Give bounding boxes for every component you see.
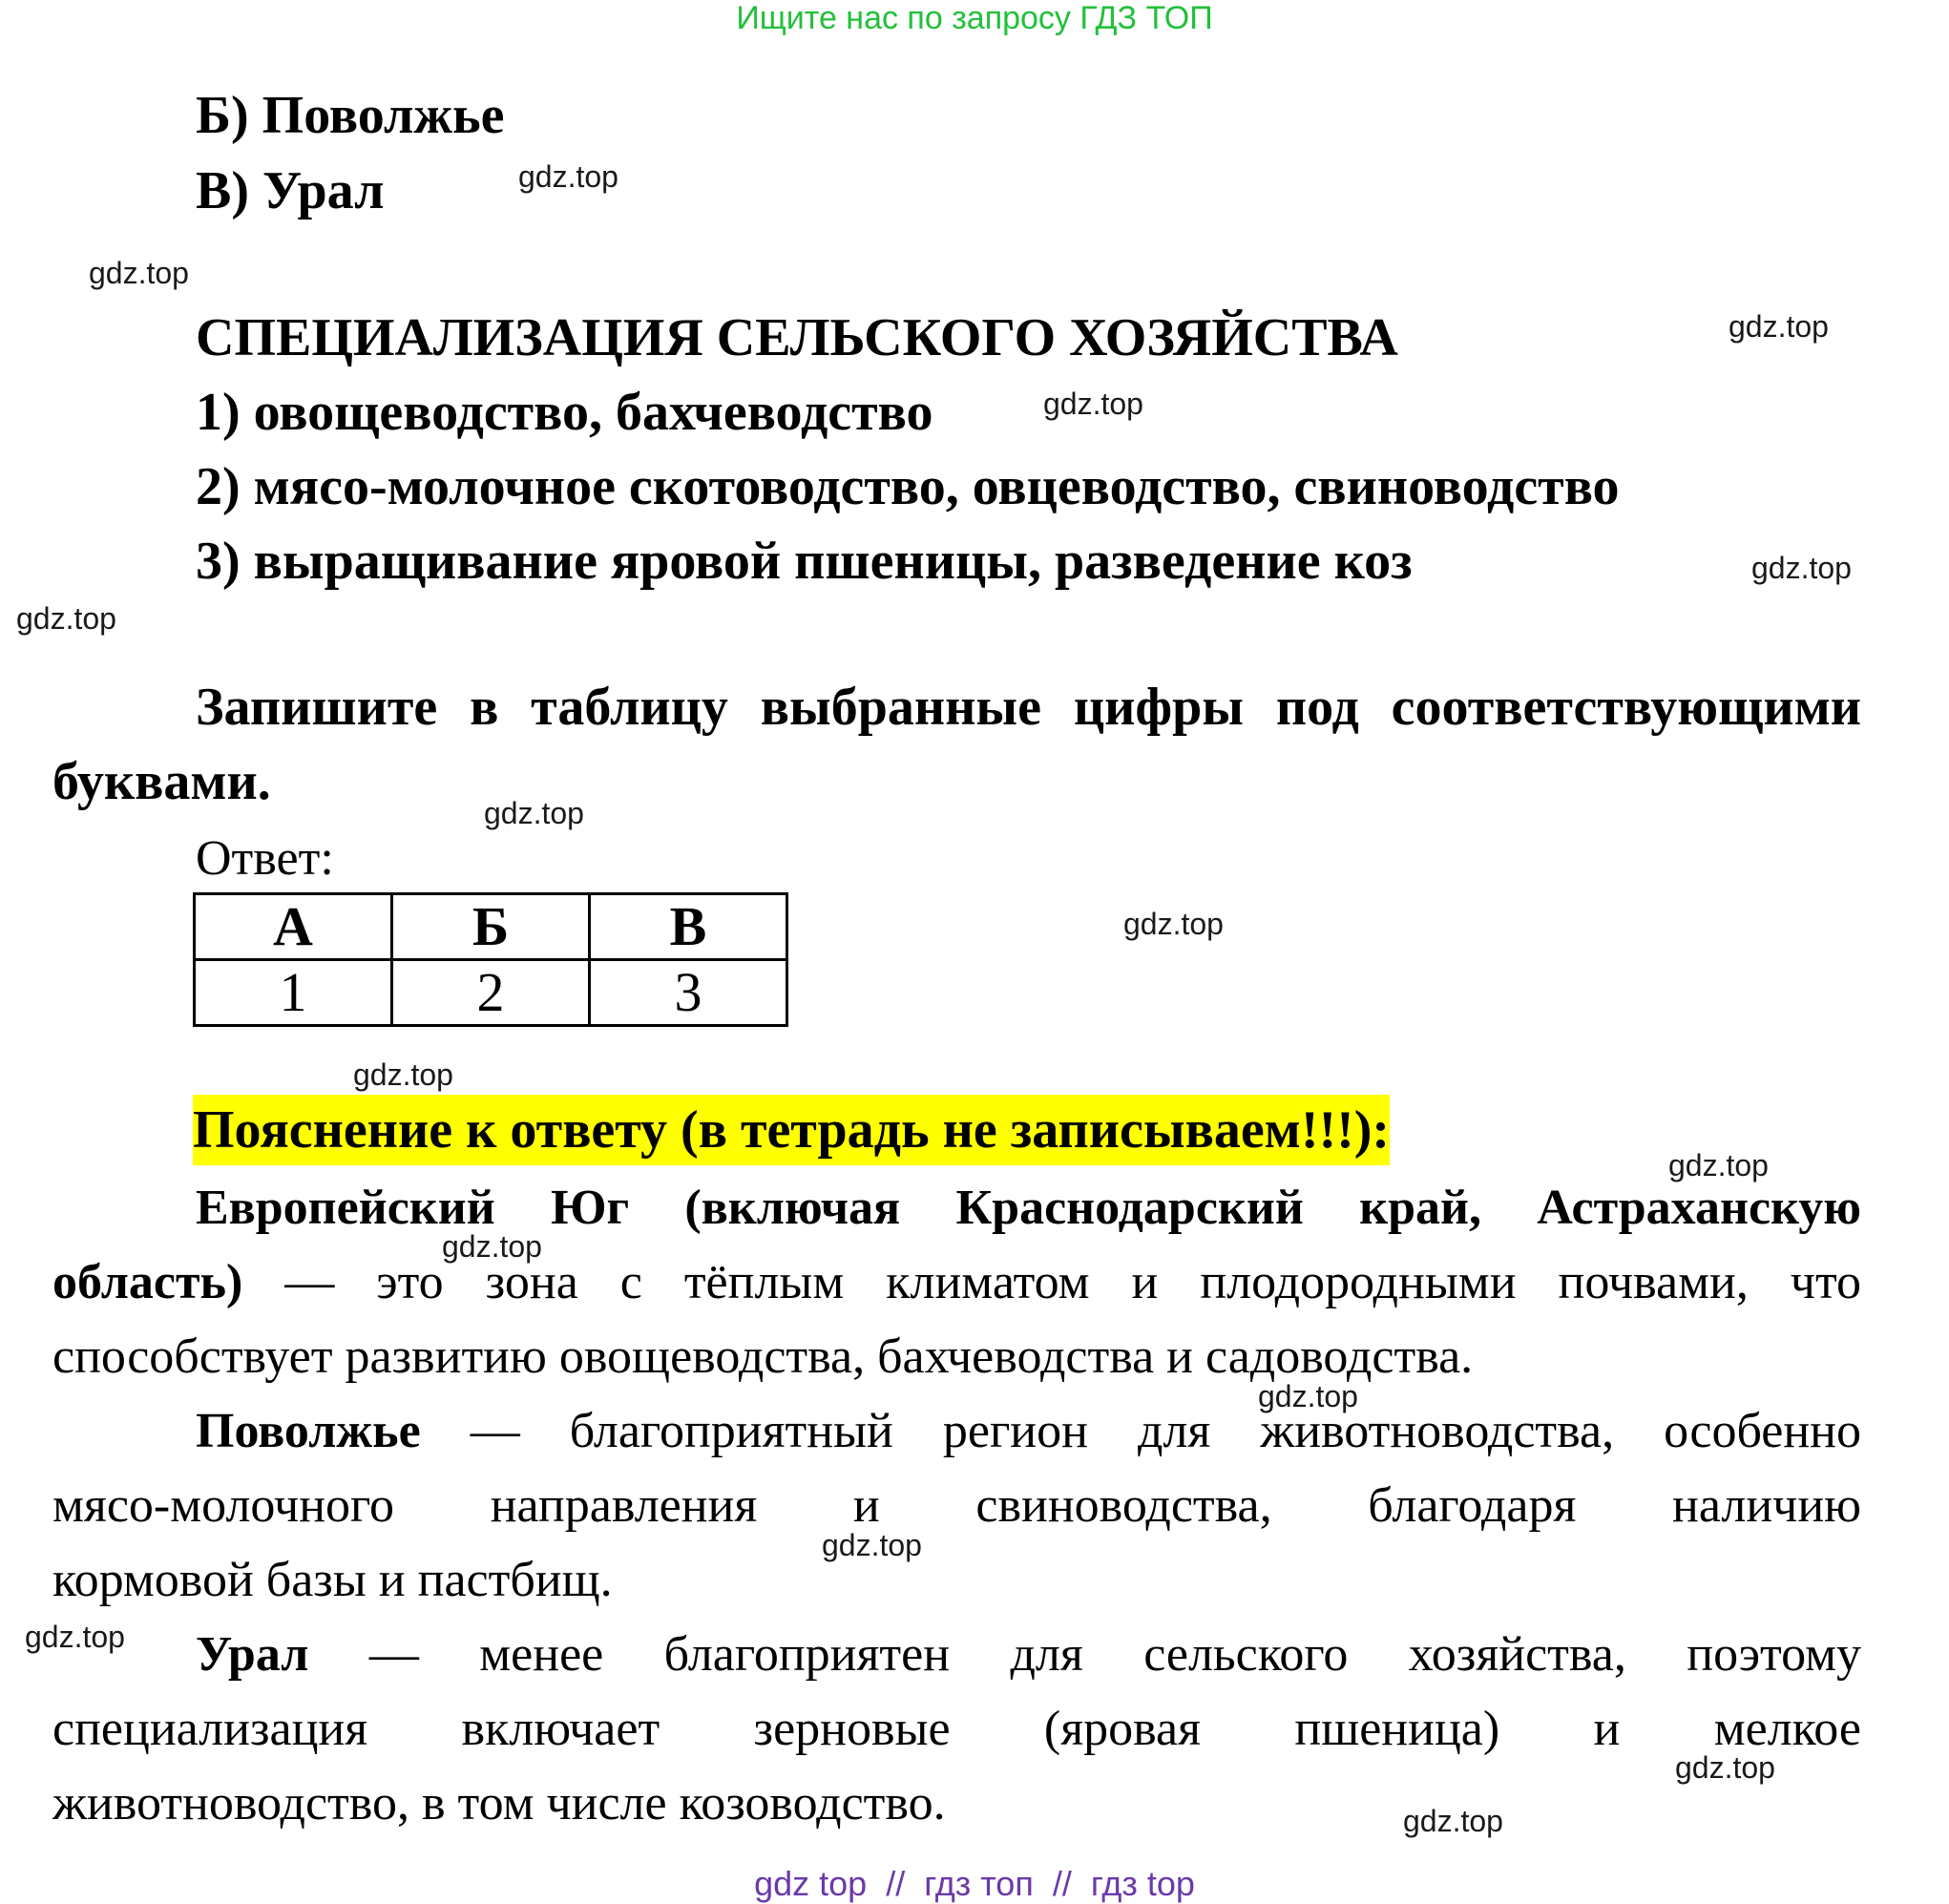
answer-value-a: 1 xyxy=(195,960,392,1026)
specialization-title: СПЕЦИАЛИЗАЦИЯ СЕЛЬСКОГО ХОЗЯЙСТВА xyxy=(196,308,1398,367)
option-v: В) Урал xyxy=(196,161,385,220)
watermark: gdz.top xyxy=(353,1057,453,1092)
south-bold-2: область) xyxy=(52,1255,243,1309)
specialization-item-3: 3) выращивание яровой пшеницы, разведение коз xyxy=(196,532,1413,591)
answer-header-v: В xyxy=(590,894,787,960)
top-banner: Ищите нас по запросу ГДЗ ТОП xyxy=(736,0,1213,36)
specialization-item-2: 2) мясо-молочное скотоводство, овцеводство, свиноводство xyxy=(196,457,1620,516)
instruction-line-1: Запишите в таблицу выбранные цифры под соответствующими xyxy=(196,678,1861,737)
volga-rest-1: — благоприятный регион для животноводства, особенно xyxy=(420,1404,1861,1458)
south-line-2 xyxy=(52,1255,1861,1309)
watermark: gdz.top xyxy=(518,159,618,194)
ural-line-2: специализация включает зерновые (яровая пшеница) и мелкое xyxy=(52,1702,1861,1756)
answer-header-row xyxy=(195,894,787,960)
answer-header-a: А xyxy=(195,894,392,960)
answer-value-row xyxy=(195,960,787,1026)
explanation-title xyxy=(193,1100,1391,1168)
watermark: gdz.top xyxy=(484,796,584,830)
volga-line-1 xyxy=(196,1404,1861,1458)
specialization-item-1: 1) овощеводство, бахчеводство xyxy=(196,383,933,442)
volga-line-3: кормовой базы и пастбищ. xyxy=(52,1553,613,1607)
ural-line-3: животноводство, в том числе козоводство. xyxy=(52,1776,946,1831)
instruction-line-2: буквами. xyxy=(52,752,271,811)
answer-value-v: 3 xyxy=(590,960,787,1026)
answer-header-b: Б xyxy=(392,894,590,960)
watermark: gdz.top xyxy=(25,1620,125,1654)
south-line-3: способствует развитию овощеводства, бахчеводства и садоводства. xyxy=(52,1329,1474,1384)
watermark: gdz.top xyxy=(1258,1379,1358,1413)
ural-rest-1: — менее благоприятен для сельского хозяйства, поэтому xyxy=(308,1627,1861,1682)
watermark: gdz.top xyxy=(16,601,116,636)
watermark: gdz.top xyxy=(1675,1750,1775,1785)
volga-bold: Поволжье xyxy=(196,1404,421,1458)
ural-line-1 xyxy=(196,1627,1861,1682)
south-rest-1: — это зона с тёплым климатом и плодородными почвами, что xyxy=(242,1255,1861,1309)
answer-label: Ответ: xyxy=(196,831,334,886)
volga-line-2: мясо-молочного направления и свиноводства, благодаря наличию xyxy=(52,1478,1861,1533)
answer-value-b: 2 xyxy=(392,960,590,1026)
south-line-1: Европейский Юг (включая Краснодарский край, Астраханскую xyxy=(196,1181,1861,1235)
watermark: gdz.top xyxy=(1123,907,1224,941)
watermark: gdz.top xyxy=(822,1528,922,1562)
ural-bold: Урал xyxy=(196,1627,309,1682)
watermark: gdz.top xyxy=(89,256,189,290)
watermark: gdz.top xyxy=(1043,387,1143,421)
watermark: gdz.top xyxy=(1729,309,1829,344)
answer-table xyxy=(193,892,788,1027)
watermark: gdz.top xyxy=(1751,551,1852,585)
watermark: gdz.top xyxy=(442,1229,542,1264)
footer-links: gdz top // гдз топ // гдз top xyxy=(754,1864,1195,1903)
watermark: gdz.top xyxy=(1668,1148,1769,1182)
watermark: gdz.top xyxy=(1403,1804,1503,1838)
explanation-title-text: Пояснение к ответу (в тетрадь не записываем!!!): xyxy=(193,1095,1390,1165)
option-b: Б) Поволжье xyxy=(196,86,505,145)
